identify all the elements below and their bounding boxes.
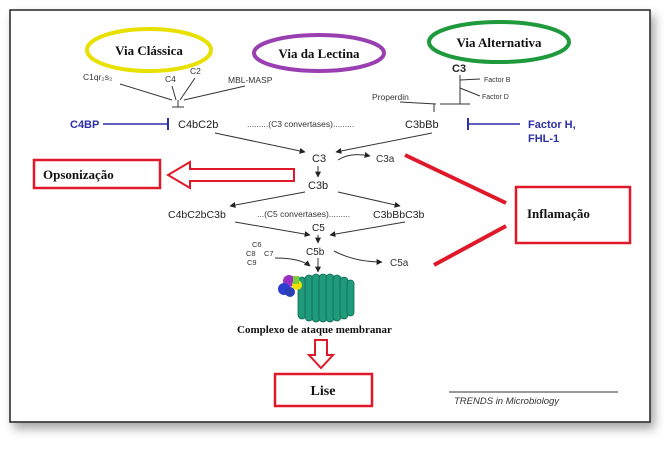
properdin-label: Properdin	[372, 92, 409, 102]
c3a-label: C3a	[376, 154, 395, 165]
c8-label: C8	[246, 249, 256, 258]
c4bc2b-label: C4bC2b	[178, 119, 219, 131]
c9-label: C9	[247, 258, 257, 267]
c5-convertases-label: ...(C5 convertases).........	[257, 209, 351, 219]
fhl1-label: FHL-1	[528, 133, 560, 145]
factor-b-label: Factor B	[484, 77, 511, 84]
c6-label: C6	[252, 240, 262, 249]
c3-top-label: C3	[452, 63, 467, 75]
factor-d-label: Factor D	[482, 94, 509, 101]
c3bbb-label: C3bBb	[405, 119, 439, 131]
opsonization-label: Opsonização	[43, 167, 114, 182]
c3bbbc3b-label: C3bBbC3b	[373, 209, 425, 221]
alternative-pathway-label: Via Alternativa	[456, 35, 542, 50]
source-credit: TRENDS in Microbiology	[454, 396, 560, 407]
c5-label: C5	[312, 223, 325, 234]
mbl-masp-label: MBL-MASP	[228, 75, 273, 85]
inflammation-label: Inflamação	[527, 206, 590, 221]
c4-label: C4	[165, 74, 176, 84]
classical-pathway-label: Via Clássica	[115, 43, 183, 58]
c3-convertases-label: .........(C3 convertases).........	[247, 119, 355, 129]
c4bp-label: C4BP	[70, 119, 100, 131]
lysis-label: Lise	[310, 384, 336, 399]
c5b-label: C5b	[306, 247, 325, 258]
lectin-pathway-label: Via da Lectina	[278, 46, 360, 61]
c3b-label: C3b	[308, 180, 329, 192]
c4bc2bc3b-label: C4bC2bC3b	[168, 209, 226, 221]
c5a-label: C5a	[390, 258, 409, 269]
mac-label: Complexo de ataque membranar	[237, 324, 392, 336]
c3-label: C3	[312, 153, 327, 165]
c1q-label: C1qr₂s₂	[83, 72, 113, 82]
c2-label: C2	[190, 66, 201, 76]
c7-label: C7	[264, 249, 274, 258]
factor-h-label: Factor H,	[528, 119, 576, 131]
